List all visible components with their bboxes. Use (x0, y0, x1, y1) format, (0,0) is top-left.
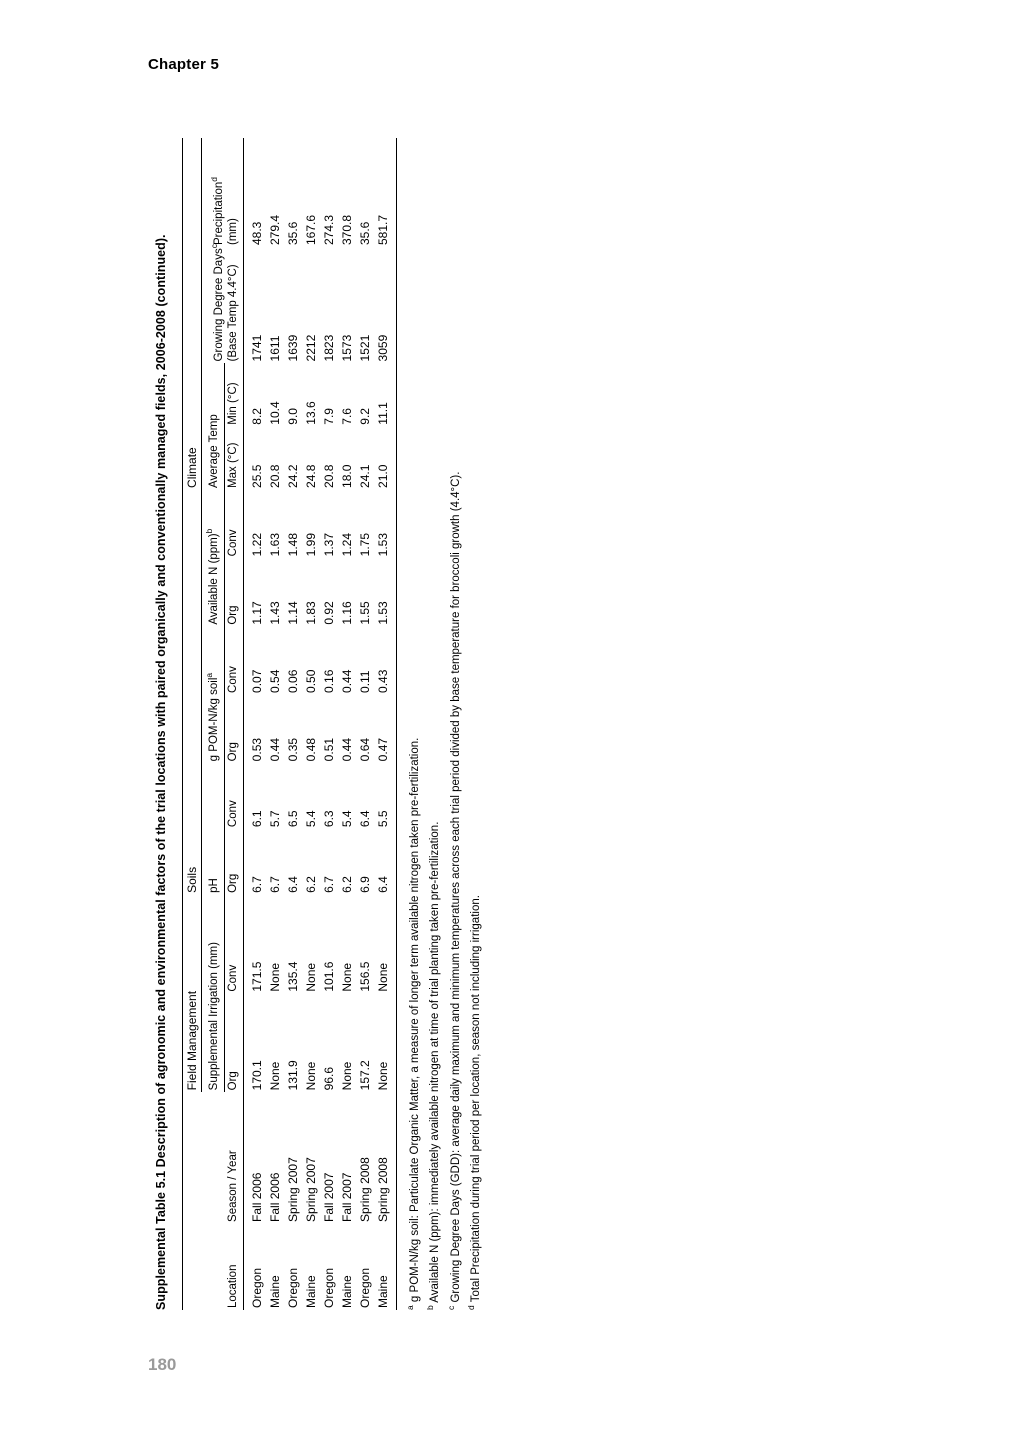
table-body (243, 138, 396, 1310)
cell-tmin: 9.2 (357, 408, 372, 425)
cell-an-conv: 1.53 (375, 532, 390, 557)
cell-ph-org: 6.9 (357, 876, 372, 893)
cell-gdd: 1611 (267, 335, 282, 362)
cell-an-conv: 1.37 (321, 532, 336, 557)
cell-ph-conv: 6.4 (357, 810, 372, 828)
header-precip-footnote-marker: d (209, 176, 220, 182)
cell-tmax: 21.0 (375, 464, 390, 488)
cell-pom-org: 0.64 (357, 737, 372, 762)
cell-ph-conv: 5.7 (267, 810, 282, 828)
header-an-org: Org (226, 605, 239, 625)
cell-irr-org: None (303, 1061, 318, 1091)
group-field-management: Field Management (183, 895, 202, 1092)
header-ph: pH (202, 763, 225, 895)
cell-irr-conv: None (267, 962, 282, 992)
header-irr-org: Org (226, 1071, 239, 1091)
header-ph-conv: Conv (226, 800, 239, 828)
cell-pom-conv: 0.54 (267, 669, 282, 693)
table-row (374, 138, 397, 1310)
cell-pom-org: 0.44 (267, 737, 282, 762)
header-gdd-text: Growing Degree Days (212, 248, 225, 362)
cell-an-org: 1.14 (285, 601, 300, 625)
cell-ph-org: 6.7 (267, 876, 282, 893)
footnote-a-marker: a (404, 1305, 415, 1310)
cell-pom-org: 0.44 (339, 737, 354, 762)
table-row (338, 138, 356, 1310)
cell-ph-conv: 5.4 (339, 810, 354, 828)
header-precipitation (202, 138, 243, 247)
cell-gdd: 1741 (249, 334, 264, 362)
cell-irr-conv: 156.5 (357, 961, 372, 992)
header-precip-unit: (mm) (226, 218, 239, 246)
cell-pom-conv: 0.50 (303, 669, 318, 693)
table-sub-header-row (202, 138, 225, 1310)
cell-location: Maine (303, 1275, 318, 1308)
cell-location: Oregon (321, 1267, 336, 1308)
cell-precip: 48.3 (249, 221, 264, 246)
table-row (266, 138, 284, 1310)
cell-precip: 35.6 (357, 221, 372, 246)
cell-tmin: 8.2 (249, 408, 264, 425)
group-soils: Soils (183, 490, 202, 895)
header-an-conv: Conv (226, 529, 239, 557)
cell-ph-conv: 6.1 (249, 810, 264, 828)
header-location: Location (226, 1264, 239, 1308)
header-pom-org: Org (226, 742, 239, 762)
table-row (356, 138, 374, 1310)
cell-gdd: 3059 (375, 334, 390, 362)
cell-tmin: 13.6 (303, 401, 318, 425)
footnote-b-marker: b (425, 1305, 436, 1310)
cell-pom-org: 0.53 (249, 737, 264, 762)
chapter-label: Chapter 5 (148, 56, 219, 73)
cell-pom-org: 0.48 (303, 737, 318, 762)
cell-an-org: 0.92 (321, 601, 336, 625)
table-caption: Supplemental Table 5.1 Description of agronomic and environmental factors of the trial locations with paired organically and conventionally managed fields, 2006-2008 (continued). (154, 234, 168, 1310)
footnote-c (445, 138, 466, 1310)
cell-irr-conv: None (375, 962, 390, 992)
cell-gdd: 2212 (303, 334, 318, 362)
cell-location: Maine (375, 1275, 390, 1308)
header-available-n-text: Available N (ppm) (207, 533, 220, 625)
cell-irr-org: 170.1 (249, 1060, 264, 1091)
cell-irr-conv: 135.4 (285, 961, 300, 992)
cell-tmax: 24.1 (357, 464, 372, 488)
cell-precip: 35.6 (285, 221, 300, 246)
cell-season: Fall 2007 (339, 1172, 354, 1222)
cell-location: Oregon (285, 1267, 300, 1308)
cell-gdd: 1573 (339, 334, 354, 362)
cell-an-org: 1.17 (249, 601, 264, 625)
cell-pom-conv: 0.11 (357, 670, 372, 693)
cell-tmax: 24.2 (285, 464, 300, 488)
cell-tmax: 20.8 (321, 464, 336, 488)
header-pom-n (202, 627, 225, 764)
footnote-a (404, 138, 425, 1310)
header-available-n (202, 490, 225, 627)
cell-tmin: 10.4 (267, 401, 282, 425)
cell-pom-conv: 0.07 (249, 669, 264, 693)
cell-tmin: 11.1 (375, 402, 390, 425)
cell-location: Oregon (249, 1267, 264, 1308)
cell-location: Maine (267, 1275, 282, 1308)
supplemental-table (182, 138, 396, 1310)
footnote-d (465, 138, 486, 1310)
cell-an-conv: 1.24 (339, 532, 354, 557)
cell-tmax: 18.0 (339, 464, 354, 488)
rotated-content (152, 130, 632, 1310)
table-row (243, 138, 266, 1310)
cell-irr-conv: 101.6 (321, 961, 336, 992)
cell-precip: 279.4 (267, 214, 282, 246)
cell-season: Spring 2008 (357, 1157, 372, 1222)
header-season-year: Season / Year (226, 1150, 239, 1222)
cell-pom-conv: 0.06 (285, 669, 300, 693)
table-footnotes (404, 138, 487, 1310)
header-growing-degree-days (202, 244, 243, 363)
cell-tmax: 25.5 (249, 464, 264, 488)
header-pom-conv: Conv (226, 666, 239, 693)
cell-irr-org: None (375, 1061, 390, 1091)
cell-tmin: 7.9 (321, 408, 336, 425)
cell-gdd: 1521 (357, 334, 372, 362)
cell-an-org: 1.16 (339, 601, 354, 625)
cell-an-org: 1.43 (267, 601, 282, 625)
cell-ph-conv: 6.3 (321, 810, 336, 828)
header-precip-text: Precipitation (212, 181, 225, 246)
header-average-temp: Average Temp (202, 363, 225, 490)
cell-pom-conv: 0.16 (321, 669, 336, 693)
cell-irr-conv: None (339, 962, 354, 992)
cell-precip: 167.6 (303, 214, 318, 246)
footnote-a-text: g POM-N/kg soil: Particulate Organic Matter, a measure of longer term available nitrogen taken pre-fertilization. (408, 737, 421, 1306)
cell-irr-conv: 171.5 (249, 961, 264, 992)
cell-season: Fall 2007 (321, 1172, 336, 1222)
cell-tmin: 7.6 (339, 408, 354, 425)
cell-an-org: 1.83 (303, 601, 318, 625)
cell-ph-org: 6.7 (249, 876, 264, 893)
cell-irr-org: None (267, 1061, 282, 1091)
cell-season: Spring 2008 (375, 1157, 390, 1222)
cell-ph-org: 6.2 (339, 876, 354, 893)
cell-pom-org: 0.47 (375, 737, 390, 762)
header-available-n-footnote-marker: b (204, 528, 215, 534)
table-row (320, 138, 338, 1310)
cell-an-conv: 1.75 (357, 532, 372, 557)
footnote-c-marker: c (445, 1305, 456, 1310)
footnote-d-text: Total Precipitation during trial period per location, season not including irrigation. (470, 895, 483, 1306)
cell-irr-org: 131.9 (285, 1060, 300, 1091)
cell-tmin: 9.0 (285, 408, 300, 425)
cell-irr-org: 96.6 (321, 1066, 336, 1091)
table-row (284, 138, 302, 1310)
table-row (302, 138, 320, 1310)
cell-pom-conv: 0.44 (339, 669, 354, 693)
group-blank-1 (183, 1224, 202, 1310)
table-group-header-row (183, 138, 202, 1310)
header-temp-min: Min (°C) (226, 382, 239, 425)
cell-irr-org: None (339, 1061, 354, 1091)
cell-gdd: 1823 (321, 334, 336, 362)
cell-ph-conv: 5.4 (303, 810, 318, 828)
page-number: 180 (148, 1355, 177, 1374)
cell-irr-org: 157.2 (357, 1060, 372, 1091)
header-irr-conv: Conv (226, 964, 239, 992)
cell-precip: 581.7 (375, 214, 390, 246)
group-climate: Climate (183, 138, 202, 490)
cell-ph-conv: 6.5 (285, 810, 300, 828)
cell-an-org: 1.55 (357, 601, 372, 625)
cell-tmax: 24.8 (303, 464, 318, 488)
cell-an-conv: 1.22 (249, 532, 264, 557)
footnote-b (424, 138, 445, 1310)
cell-pom-conv: 0.43 (375, 669, 390, 693)
footnote-c-text: Growing Degree Days (GDD): average daily maximum and minimum temperatures across each trial period divided by base temperature for broccoli growth (4.4°C). (449, 471, 462, 1306)
footnote-b-text: Available N (ppm): immediately available nitrogen at time of trial planting taken pre-fertilization. (429, 821, 442, 1306)
group-blank-2 (183, 1092, 202, 1224)
header-ph-org: Org (226, 873, 239, 893)
cell-ph-org: 6.4 (285, 876, 300, 893)
header-temp-max: Max (°C) (226, 442, 239, 488)
cell-location: Maine (339, 1275, 354, 1308)
cell-ph-org: 6.2 (303, 876, 318, 893)
cell-precip: 370.8 (339, 214, 354, 246)
cell-season: Spring 2007 (303, 1157, 318, 1222)
cell-pom-org: 0.51 (321, 737, 336, 762)
header-supplemental-irrigation: Supplemental Irrigation (mm) (202, 895, 225, 1092)
cell-ph-org: 6.4 (375, 876, 390, 893)
header-gdd-footnote-marker: c (209, 244, 220, 249)
cell-location: Oregon (357, 1267, 372, 1308)
cell-tmax: 20.8 (267, 464, 282, 488)
cell-gdd: 1639 (285, 334, 300, 362)
cell-season: Fall 2006 (249, 1172, 264, 1222)
cell-pom-org: 0.35 (285, 737, 300, 762)
header-pom-n-footnote-marker: a (204, 672, 215, 678)
header-gdd-unit: (Base Temp 4.4°C) (226, 264, 239, 362)
cell-irr-conv: None (303, 962, 318, 992)
cell-season: Fall 2006 (267, 1172, 282, 1222)
cell-an-conv: 1.48 (285, 532, 300, 557)
cell-ph-org: 6.7 (321, 876, 336, 893)
cell-ph-conv: 5.5 (375, 810, 390, 828)
header-pom-n-text: g POM-N/kg soil (207, 677, 220, 762)
cell-an-conv: 1.63 (267, 532, 282, 557)
footnote-d-marker: d (466, 1305, 477, 1310)
cell-an-org: 1.53 (375, 601, 390, 625)
cell-an-conv: 1.99 (303, 532, 318, 557)
cell-precip: 274.3 (321, 214, 336, 246)
cell-season: Spring 2007 (285, 1157, 300, 1222)
